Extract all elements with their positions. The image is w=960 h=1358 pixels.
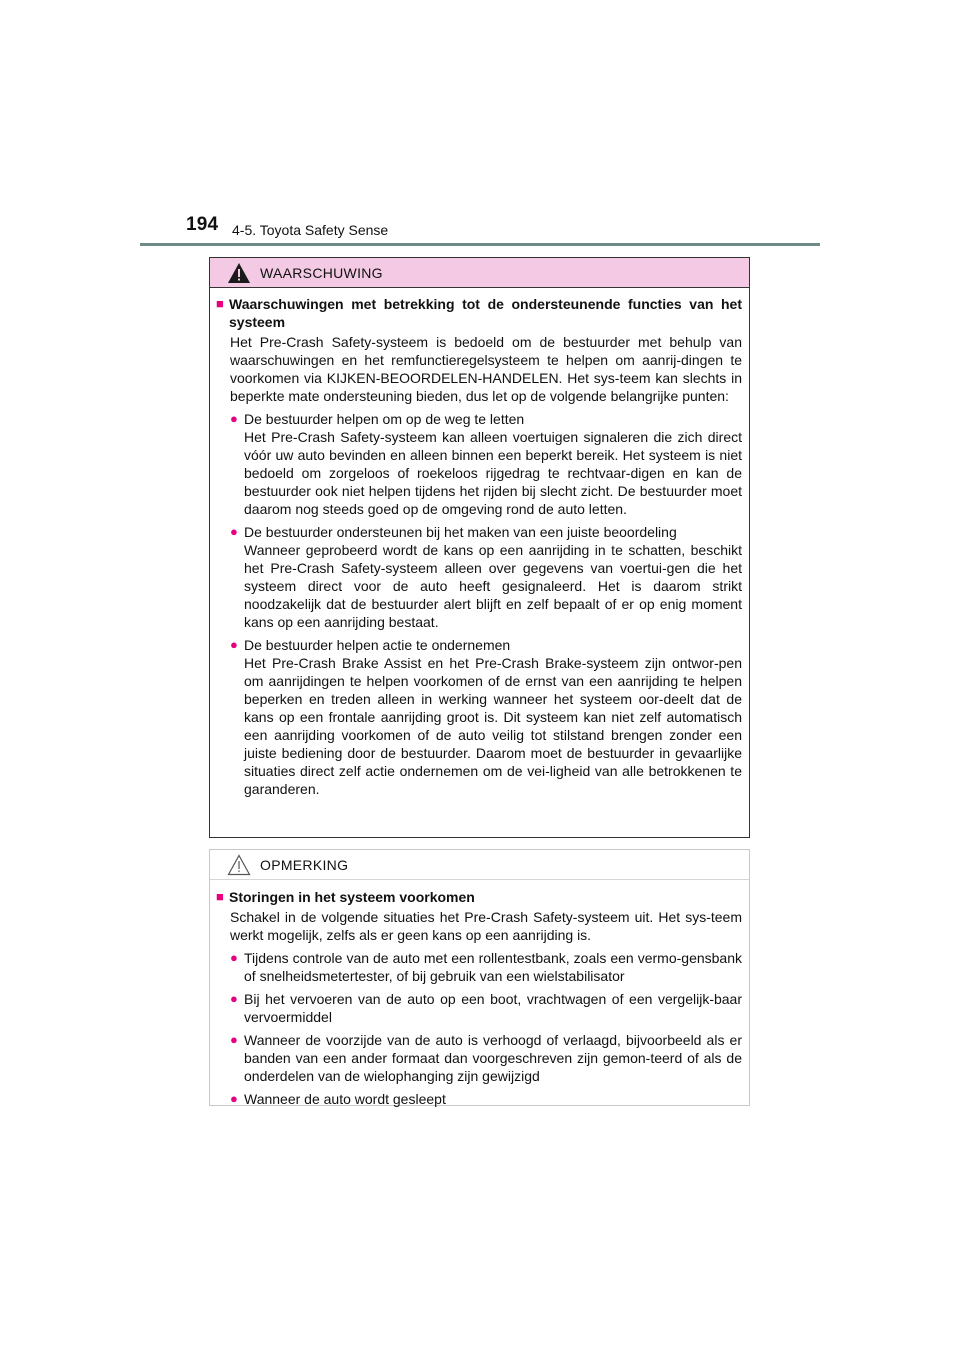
warning-heading-row: [216, 295, 742, 331]
warning-label: WAARSCHUWING: [260, 264, 383, 281]
warning-body: [210, 288, 749, 798]
note-label: OPMERKING: [260, 856, 349, 873]
list-item: [216, 949, 742, 985]
list-item-title: De bestuurder helpen om op de weg te letten: [244, 411, 525, 427]
list-item-text: Het Pre-Crash Brake Assist en het Pre-Crash Brake-systeem zijn ontwor-pen om aanrijdingen te helpen voorkomen of de ernst van een aanrijding te helpen beperken en treden alleen in werking wanneer het systeem oor-deelt dat de kans op een frontale aanrijding groot is. Dit systeem kan niet zelf automatisch een aanrijding voorkomen of de auto veilig tot stilstand brengen zonder een juiste bediening door de bestuurder. Daarom moet de bestuurder in gevaarlijke situaties direct zelf actie ondernemen om de vei-ligheid van alle betrokkenen te garanderen.: [244, 655, 742, 797]
note-body: [210, 880, 749, 1108]
list-item-text: Het Pre-Crash Safety-systeem kan alleen voertuigen signaleren die zich direct vóór uw auto bevinden en alleen binnen een beperkt bereik. Het systeem is niet bedoeld om zorgeloos of roekeloos rijgedrag te rechtvaar-digen en kan de bestuurder ook niet helpen tijdens het rijden bij slecht zicht. De bestuurder moet daarom nog steeds goed op de omgeving rond de auto letten.: [244, 429, 742, 517]
warning-heading: Waarschuwingen met betrekking tot de ondersteunende functies van het systeem: [229, 296, 742, 330]
list-item-text: Wanneer de auto wordt gesleept: [244, 1091, 446, 1107]
warning-triangle-icon: [227, 262, 251, 284]
page-header: [0, 0, 960, 260]
page-number: 194: [186, 214, 219, 235]
round-bullet-icon: ●: [230, 991, 238, 1006]
list-item-text: Tijdens controle van de auto met een rollentestbank, zoals een vermo-gensbank of snelheidsmetertester, of bij gebruik van een wielstabilisator: [244, 950, 742, 984]
list-item-text: Wanneer geprobeerd wordt de kans op een aanrijding in te schatten, beschikt het Pre-Crash Safety-systeem alleen over gegevens van voertui-gen die het systeem direct voor de auto heeft gesignaleerd. Het is daarom strikt noodzakelijk dat de bestuurder alert blijft en zelf bepaalt of er op enig moment kans op een aanrijding bestaat.: [244, 542, 742, 630]
warning-box: [209, 257, 750, 838]
round-bullet-icon: ●: [230, 1091, 238, 1106]
round-bullet-icon: ●: [230, 411, 238, 426]
square-bullet-icon: ■: [216, 296, 224, 311]
note-header: [210, 850, 749, 880]
list-item: [216, 410, 742, 518]
list-item-title: De bestuurder helpen actie te ondernemen: [244, 637, 511, 653]
warning-header: [210, 258, 749, 288]
caution-triangle-icon: [227, 854, 251, 876]
round-bullet-icon: ●: [230, 524, 238, 539]
round-bullet-icon: ●: [230, 950, 238, 965]
note-heading: Storingen in het systeem voorkomen: [229, 889, 475, 905]
header-divider: [140, 243, 820, 246]
list-item-text: Bij het vervoeren van de auto op een boot, vrachtwagen of een vergelijk-baar vervoermiddel: [244, 991, 742, 1025]
list-item-title: De bestuurder ondersteunen bij het maken van een juiste beoordeling: [244, 524, 677, 540]
note-heading-row: [216, 888, 742, 906]
round-bullet-icon: ●: [230, 637, 238, 652]
list-item: [216, 990, 742, 1026]
list-item: [216, 1090, 742, 1108]
list-item: [216, 1031, 742, 1085]
note-box: [209, 849, 750, 1106]
section-title: 4-5. Toyota Safety Sense: [232, 222, 389, 238]
list-item: [216, 523, 742, 631]
square-bullet-icon: ■: [216, 889, 224, 904]
warning-intro: Het Pre-Crash Safety-systeem is bedoeld om de bestuurder met behulp van waarschuwingen en het remfunctieregelsysteem te helpen om aanrij-dingen te voorkomen via KIJKEN-BEOORDELEN-HANDELEN. Het sys-teem kan slechts in beperkte mate ondersteuning bieden, dus let op de volgende belangrijke punten:: [230, 334, 742, 404]
note-intro: Schakel in de volgende situaties het Pre-Crash Safety-systeem uit. Het sys-teem werkt mogelijk, zelfs als er geen kans op een aanrijding is.: [230, 909, 742, 943]
list-item-text: Wanneer de voorzijde van de auto is verhoogd of verlaagd, bijvoorbeeld als er banden van een ander formaat dan voorgeschreven zijn gemon-teerd of als de onderdelen van de wielophanging zijn gewijzigd: [244, 1032, 742, 1084]
list-item: [216, 636, 742, 798]
round-bullet-icon: ●: [230, 1032, 238, 1047]
